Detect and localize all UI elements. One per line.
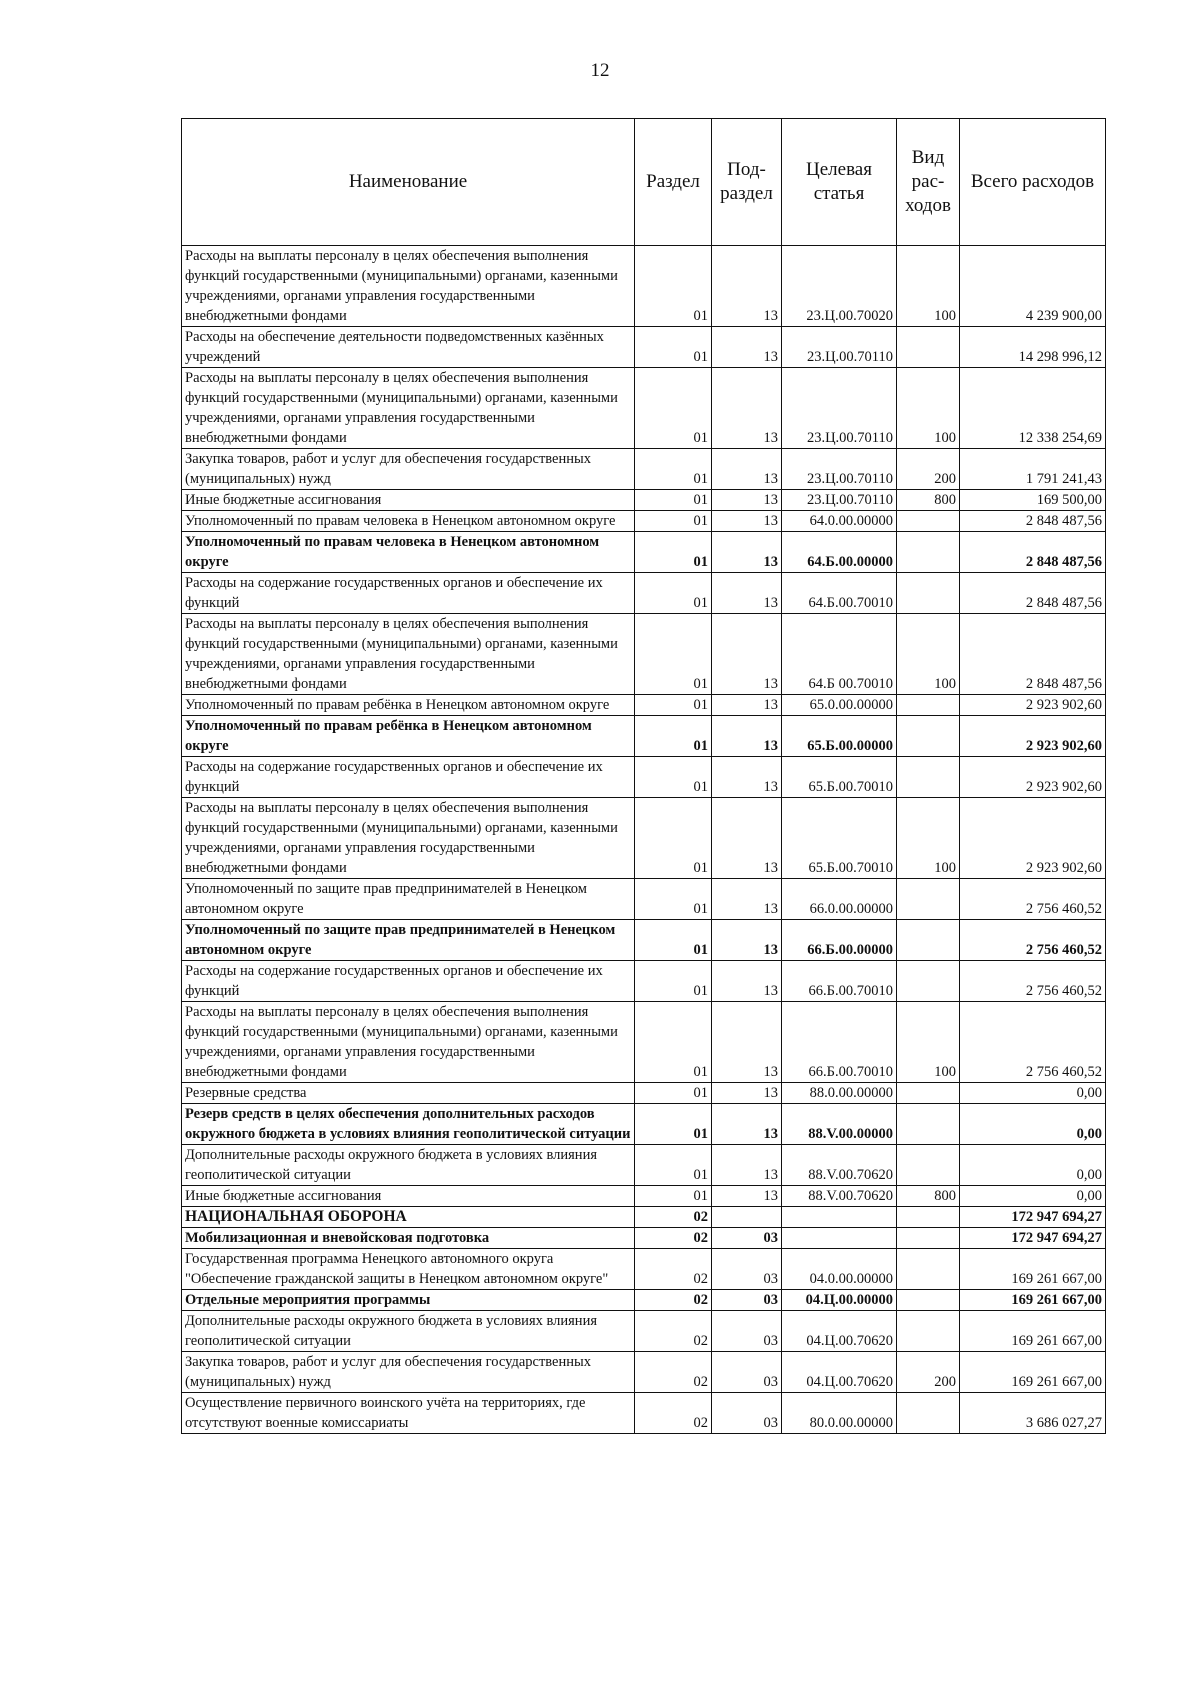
table-row [182, 798, 1106, 879]
cell-total: 2 756 460,52 [960, 961, 1106, 1002]
table-row [182, 1145, 1106, 1186]
cell-name: Государственная программа Ненецкого автономного округа "Обеспечение гражданской защиты в Ненецком автономном округе" [182, 1249, 635, 1290]
cell-razdel: 01 [635, 573, 712, 614]
table-row [182, 1104, 1106, 1145]
cell-name: Резерв средств в целях обеспечения дополнительных расходов окружного бюджета в условиях влияния геополитической ситуации [182, 1104, 635, 1145]
cell-vid [897, 327, 960, 368]
cell-podrazdel: 13 [712, 1083, 782, 1104]
cell-razdel: 01 [635, 1104, 712, 1145]
cell-total: 169 261 667,00 [960, 1311, 1106, 1352]
cell-total: 12 338 254,69 [960, 368, 1106, 449]
cell-target: 23.Ц.00.70110 [782, 490, 897, 511]
cell-podrazdel: 13 [712, 1145, 782, 1186]
cell-vid: 100 [897, 1002, 960, 1083]
cell-razdel: 02 [635, 1393, 712, 1434]
table-row [182, 716, 1106, 757]
cell-total: 2 923 902,60 [960, 716, 1106, 757]
cell-target: 65.Б.00.70010 [782, 757, 897, 798]
cell-vid: 100 [897, 246, 960, 327]
cell-podrazdel: 13 [712, 1104, 782, 1145]
cell-razdel: 01 [635, 695, 712, 716]
cell-vid [897, 757, 960, 798]
cell-name: Мобилизационная и вневойсковая подготовка [182, 1228, 635, 1249]
cell-name: Расходы на выплаты персоналу в целях обеспечения выполнения функций государственными (муниципальными) органами, казенными учреждениями, органами управления государственными внебюджетными фондами [182, 246, 635, 327]
cell-podrazdel: 13 [712, 920, 782, 961]
cell-total: 2 923 902,60 [960, 695, 1106, 716]
cell-podrazdel: 13 [712, 327, 782, 368]
cell-name: Иные бюджетные ассигнования [182, 1186, 635, 1207]
cell-razdel: 01 [635, 449, 712, 490]
cell-razdel: 01 [635, 879, 712, 920]
table-row [182, 490, 1106, 511]
cell-razdel: 01 [635, 1145, 712, 1186]
table-row [182, 1249, 1106, 1290]
cell-total: 14 298 996,12 [960, 327, 1106, 368]
cell-name: Расходы на выплаты персоналу в целях обеспечения выполнения функций государственными (муниципальными) органами, казенными учреждениями, органами управления государственными внебюджетными фондами [182, 614, 635, 695]
cell-name: Иные бюджетные ассигнования [182, 490, 635, 511]
cell-name: Уполномоченный по защите прав предпринимателей в Ненецком автономном округе [182, 879, 635, 920]
table-row [182, 879, 1106, 920]
cell-razdel: 01 [635, 532, 712, 573]
cell-target: 88.0.00.00000 [782, 1083, 897, 1104]
cell-total: 169 500,00 [960, 490, 1106, 511]
cell-vid [897, 695, 960, 716]
cell-target: 23.Ц.00.70110 [782, 327, 897, 368]
table-row [182, 1311, 1106, 1352]
table-body [182, 246, 1106, 1434]
cell-name: Расходы на выплаты персоналу в целях обеспечения выполнения функций государственными (муниципальными) органами, казенными учреждениями, органами управления государственными внебюджетными фондами [182, 1002, 635, 1083]
cell-target: 66.0.00.00000 [782, 879, 897, 920]
cell-vid [897, 1393, 960, 1434]
cell-razdel: 01 [635, 1083, 712, 1104]
table-row [182, 532, 1106, 573]
cell-razdel: 01 [635, 961, 712, 1002]
cell-target: 64.0.00.00000 [782, 511, 897, 532]
table-header [182, 119, 1106, 246]
cell-razdel: 01 [635, 1186, 712, 1207]
cell-target: 80.0.00.00000 [782, 1393, 897, 1434]
cell-podrazdel: 13 [712, 532, 782, 573]
cell-vid: 800 [897, 490, 960, 511]
cell-name: Уполномоченный по правам человека в Ненецком автономном округе [182, 532, 635, 573]
cell-podrazdel: 13 [712, 490, 782, 511]
cell-podrazdel: 13 [712, 879, 782, 920]
cell-target: 65.Б.00.00000 [782, 716, 897, 757]
cell-name: Уполномоченный по правам человека в Ненецком автономном округе [182, 511, 635, 532]
header-vid: Вид рас-ходов [897, 119, 960, 246]
cell-podrazdel: 13 [712, 757, 782, 798]
cell-name: Дополнительные расходы окружного бюджета в условиях влияния геополитической ситуации [182, 1145, 635, 1186]
cell-podrazdel: 03 [712, 1249, 782, 1290]
budget-table [181, 118, 1106, 1434]
cell-target: 04.Ц.00.70620 [782, 1352, 897, 1393]
cell-name: Уполномоченный по правам ребёнка в Ненецком автономном округе [182, 716, 635, 757]
cell-total: 4 239 900,00 [960, 246, 1106, 327]
cell-razdel: 01 [635, 368, 712, 449]
cell-target: 64.Б.00.00000 [782, 532, 897, 573]
cell-podrazdel: 13 [712, 614, 782, 695]
cell-name: Резервные средства [182, 1083, 635, 1104]
cell-name: Расходы на выплаты персоналу в целях обеспечения выполнения функций государственными (муниципальными) органами, казенными учреждениями, органами управления государственными внебюджетными фондами [182, 798, 635, 879]
cell-podrazdel: 13 [712, 1002, 782, 1083]
cell-vid [897, 532, 960, 573]
cell-vid [897, 1104, 960, 1145]
table-row [182, 1186, 1106, 1207]
cell-vid [897, 716, 960, 757]
cell-vid: 200 [897, 1352, 960, 1393]
table-row [182, 449, 1106, 490]
cell-name: Расходы на содержание государственных органов и обеспечение их функций [182, 757, 635, 798]
cell-name: Расходы на выплаты персоналу в целях обеспечения выполнения функций государственными (муниципальными) органами, казенными учреждениями, органами управления государственными внебюджетными фондами [182, 368, 635, 449]
cell-total: 0,00 [960, 1186, 1106, 1207]
cell-target: 66.Б.00.00000 [782, 920, 897, 961]
cell-name: Расходы на содержание государственных органов и обеспечение их функций [182, 573, 635, 614]
cell-vid [897, 573, 960, 614]
cell-total: 2 848 487,56 [960, 573, 1106, 614]
cell-razdel: 01 [635, 716, 712, 757]
cell-podrazdel: 13 [712, 246, 782, 327]
cell-razdel: 02 [635, 1311, 712, 1352]
cell-total: 1 791 241,43 [960, 449, 1106, 490]
cell-target: 66.Б.00.70010 [782, 961, 897, 1002]
cell-vid [897, 961, 960, 1002]
table-row [182, 246, 1106, 327]
cell-target: 65.0.00.00000 [782, 695, 897, 716]
table-row [182, 1002, 1106, 1083]
cell-vid [897, 511, 960, 532]
cell-total: 2 756 460,52 [960, 920, 1106, 961]
cell-razdel: 02 [635, 1228, 712, 1249]
table-row [182, 1207, 1106, 1228]
cell-target: 64.Б.00.70010 [782, 573, 897, 614]
cell-podrazdel: 13 [712, 716, 782, 757]
cell-razdel: 02 [635, 1207, 712, 1228]
table-row [182, 1290, 1106, 1311]
table-row [182, 1352, 1106, 1393]
cell-podrazdel: 03 [712, 1228, 782, 1249]
cell-name: НАЦИОНАЛЬНАЯ ОБОРОНА [182, 1207, 635, 1228]
cell-vid [897, 920, 960, 961]
cell-total: 169 261 667,00 [960, 1290, 1106, 1311]
cell-target: 23.Ц.00.70110 [782, 449, 897, 490]
cell-vid [897, 1207, 960, 1228]
cell-razdel: 02 [635, 1290, 712, 1311]
cell-vid: 800 [897, 1186, 960, 1207]
cell-podrazdel [712, 1207, 782, 1228]
cell-target: 65.Б.00.70010 [782, 798, 897, 879]
header-name: Наименование [182, 119, 635, 246]
cell-name: Расходы на обеспечение деятельности подведомственных казённых учреждений [182, 327, 635, 368]
cell-vid: 200 [897, 449, 960, 490]
cell-target: 66.Б.00.70010 [782, 1002, 897, 1083]
cell-razdel: 01 [635, 757, 712, 798]
cell-podrazdel: 13 [712, 573, 782, 614]
cell-name: Уполномоченный по защите прав предпринимателей в Ненецком автономном округе [182, 920, 635, 961]
cell-podrazdel: 13 [712, 961, 782, 1002]
cell-total: 172 947 694,27 [960, 1228, 1106, 1249]
cell-name: Закупка товаров, работ и услуг для обеспечения государственных (муниципальных) нужд [182, 1352, 635, 1393]
cell-razdel: 01 [635, 246, 712, 327]
cell-total: 0,00 [960, 1083, 1106, 1104]
cell-name: Дополнительные расходы окружного бюджета в условиях влияния геополитической ситуации [182, 1311, 635, 1352]
cell-podrazdel: 03 [712, 1311, 782, 1352]
header-target: Целевая статья [782, 119, 897, 246]
cell-podrazdel: 13 [712, 449, 782, 490]
cell-target: 04.0.00.00000 [782, 1249, 897, 1290]
cell-total: 169 261 667,00 [960, 1249, 1106, 1290]
cell-total: 2 923 902,60 [960, 798, 1106, 879]
cell-total: 2 756 460,52 [960, 1002, 1106, 1083]
cell-podrazdel: 13 [712, 368, 782, 449]
cell-target: 88.V.00.00000 [782, 1104, 897, 1145]
cell-name: Закупка товаров, работ и услуг для обеспечения государственных (муниципальных) нужд [182, 449, 635, 490]
cell-podrazdel: 03 [712, 1393, 782, 1434]
table-row [182, 368, 1106, 449]
cell-podrazdel: 13 [712, 1186, 782, 1207]
cell-vid [897, 1228, 960, 1249]
cell-podrazdel: 03 [712, 1352, 782, 1393]
cell-razdel: 01 [635, 511, 712, 532]
cell-razdel: 01 [635, 1002, 712, 1083]
cell-total: 169 261 667,00 [960, 1352, 1106, 1393]
cell-podrazdel: 13 [712, 511, 782, 532]
header-total: Всего расходов [960, 119, 1106, 246]
cell-target: 88.V.00.70620 [782, 1186, 897, 1207]
table-row [182, 511, 1106, 532]
table-row [182, 573, 1106, 614]
header-razdel: Раздел [635, 119, 712, 246]
cell-total: 0,00 [960, 1145, 1106, 1186]
cell-name: Отдельные мероприятия программы [182, 1290, 635, 1311]
cell-total: 2 848 487,56 [960, 532, 1106, 573]
table-row [182, 757, 1106, 798]
cell-podrazdel: 03 [712, 1290, 782, 1311]
cell-vid [897, 1145, 960, 1186]
cell-target: 88.V.00.70620 [782, 1145, 897, 1186]
cell-total: 2 848 487,56 [960, 511, 1106, 532]
cell-target [782, 1228, 897, 1249]
table-row [182, 614, 1106, 695]
cell-target [782, 1207, 897, 1228]
cell-vid: 100 [897, 798, 960, 879]
table-row [182, 695, 1106, 716]
page-number: 12 [590, 60, 610, 81]
cell-total: 2 923 902,60 [960, 757, 1106, 798]
cell-razdel: 01 [635, 614, 712, 695]
cell-razdel: 01 [635, 798, 712, 879]
cell-razdel: 01 [635, 327, 712, 368]
cell-total: 2 756 460,52 [960, 879, 1106, 920]
table-row [182, 1083, 1106, 1104]
cell-vid [897, 1311, 960, 1352]
table-row [182, 1228, 1106, 1249]
cell-razdel: 01 [635, 490, 712, 511]
table-row [182, 1393, 1106, 1434]
cell-razdel: 02 [635, 1249, 712, 1290]
cell-vid [897, 879, 960, 920]
cell-vid: 100 [897, 614, 960, 695]
cell-vid: 100 [897, 368, 960, 449]
cell-razdel: 02 [635, 1352, 712, 1393]
cell-name: Осуществление первичного воинского учёта на территориях, где отсутствуют военные комиссариаты [182, 1393, 635, 1434]
cell-target: 04.Ц.00.70620 [782, 1311, 897, 1352]
cell-target: 23.Ц.00.70110 [782, 368, 897, 449]
cell-razdel: 01 [635, 920, 712, 961]
cell-podrazdel: 13 [712, 695, 782, 716]
cell-total: 172 947 694,27 [960, 1207, 1106, 1228]
cell-target: 04.Ц.00.00000 [782, 1290, 897, 1311]
table-row [182, 961, 1106, 1002]
table-row [182, 327, 1106, 368]
cell-name: Расходы на содержание государственных органов и обеспечение их функций [182, 961, 635, 1002]
cell-podrazdel: 13 [712, 798, 782, 879]
cell-name: Уполномоченный по правам ребёнка в Ненецком автономном округе [182, 695, 635, 716]
cell-vid [897, 1290, 960, 1311]
cell-target: 64.Б 00.70010 [782, 614, 897, 695]
cell-vid [897, 1083, 960, 1104]
cell-total: 0,00 [960, 1104, 1106, 1145]
cell-total: 2 848 487,56 [960, 614, 1106, 695]
cell-total: 3 686 027,27 [960, 1393, 1106, 1434]
table-row [182, 920, 1106, 961]
cell-target: 23.Ц.00.70020 [782, 246, 897, 327]
cell-vid [897, 1249, 960, 1290]
header-podrazdel: Под-раздел [712, 119, 782, 246]
